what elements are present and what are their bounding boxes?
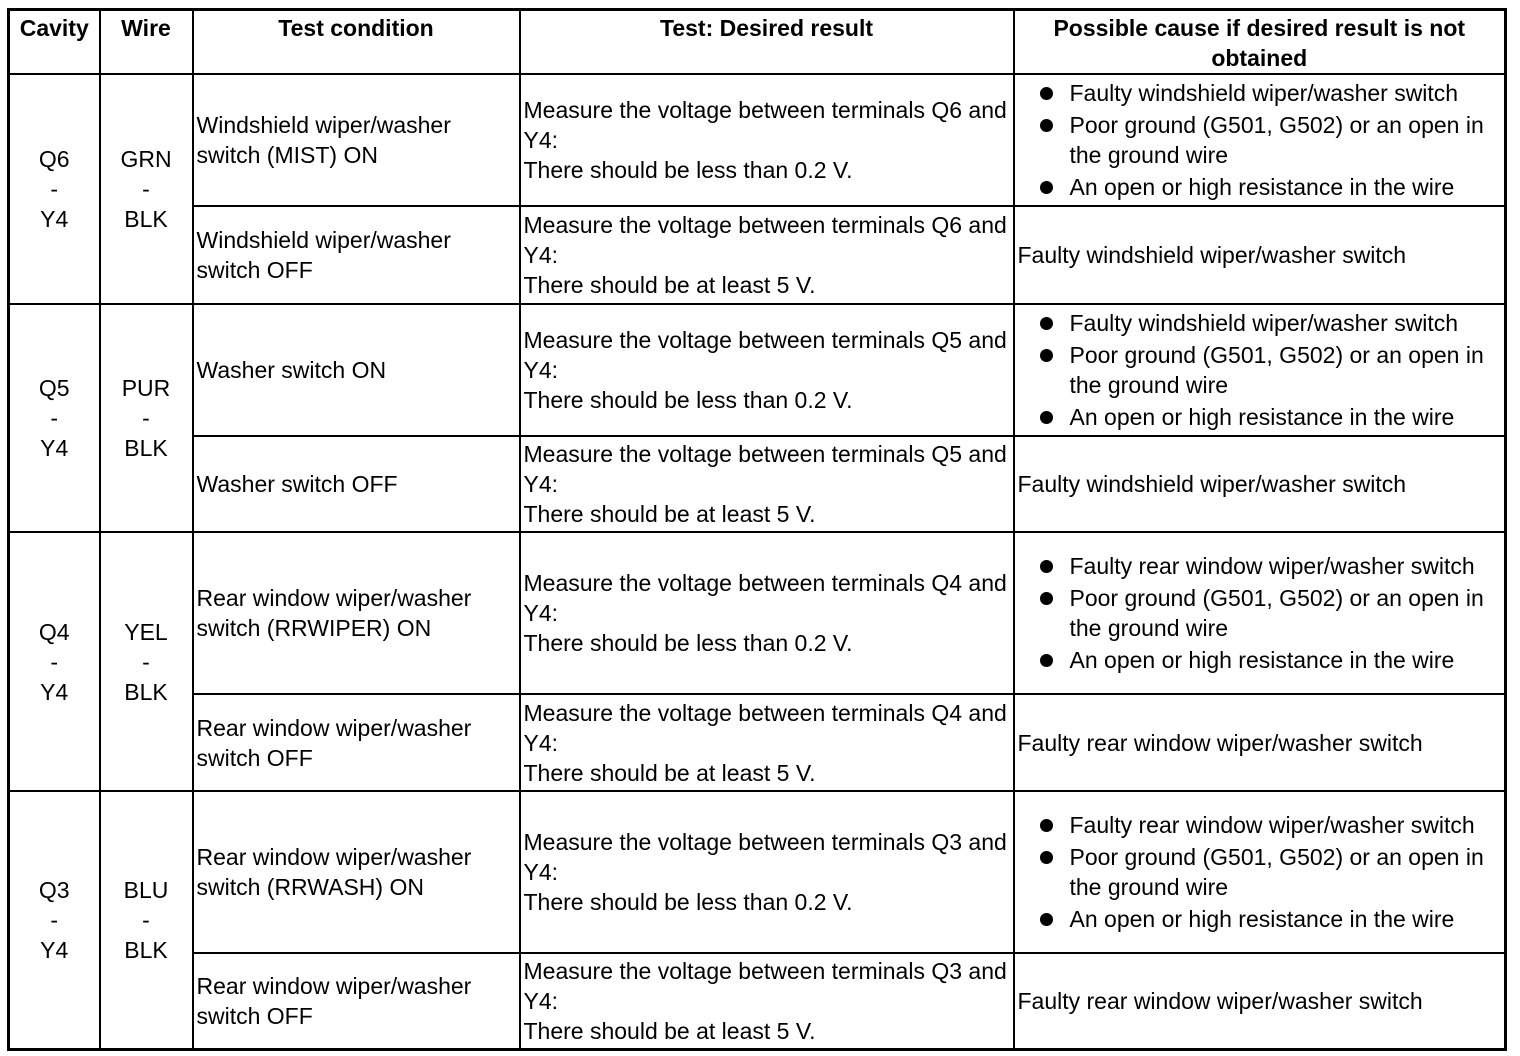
header-row [9,10,1506,75]
cavity-cell [9,74,100,304]
test-table-container [7,8,1507,1051]
desired-result-cell [520,953,1014,1049]
wire-dash: - [142,176,150,202]
cavity-from: Q5 [38,375,70,401]
group-q4 [9,532,1506,791]
bullet-icon [1040,851,1053,864]
wire-to: BLK [124,678,168,705]
header-test-condition: Test condition [193,10,520,75]
cavity-to: Y4 [40,435,69,461]
cause-item: Poor ground (G501, G502) or an open in the ground wire [1036,110,1501,170]
table-row [9,953,1506,1049]
result-expectation: There should be at least 5 V. [523,759,816,786]
cause-item: An open or high resistance in the wire [1036,904,1501,934]
result-expectation: There should be at least 5 V. [523,501,816,527]
test-condition-cell: Washer switch ON [193,304,520,436]
desired-result-cell [520,206,1014,304]
cavity-dash: - [50,405,59,431]
bullet-icon [1040,349,1053,362]
result-instruction: Measure the voltage between terminals Q6 and Y4: [523,97,1007,153]
cavity-cell [9,532,100,791]
wire-to: BLK [124,206,168,232]
wire-to: BLK [124,936,168,963]
header-wire: Wire [100,10,193,75]
test-table [7,8,1507,1051]
table-row [9,532,1506,694]
possible-cause-cell: Faulty windshield wiper/washer switch [1014,436,1506,532]
result-instruction: Measure the voltage between terminals Q5 and Y4: [523,327,1007,383]
table-header [9,10,1506,75]
desired-result-cell [520,436,1014,532]
cavity-to: Y4 [40,206,69,232]
wire-to: BLK [124,435,168,461]
bullet-icon [1040,819,1053,832]
cavity-to: Y4 [40,678,69,705]
wire-from: GRN [120,146,172,172]
cavity-from: Q6 [38,146,70,172]
result-expectation: There should be at least 5 V. [523,1017,816,1044]
bullet-icon [1040,317,1053,330]
cause-list [1018,78,1501,202]
cause-list [1018,308,1501,432]
table-row [9,74,1506,206]
test-condition-cell: Rear window wiper/washer switch OFF [193,953,520,1049]
result-instruction: Measure the voltage between terminals Q5 and Y4: [523,441,1007,497]
result-expectation: There should be less than 0.2 V. [523,157,853,183]
bullet-icon [1040,181,1053,194]
result-expectation: There should be less than 0.2 V. [523,387,853,413]
group-q5 [9,304,1506,532]
bullet-icon [1040,560,1053,573]
bullet-icon [1040,913,1053,926]
cause-item: Faulty windshield wiper/washer switch [1036,78,1501,108]
possible-cause-cell [1014,791,1506,953]
header-desired-result: Test: Desired result [520,10,1014,75]
result-instruction: Measure the voltage between terminals Q4 and Y4: [523,570,1007,626]
desired-result-cell [520,791,1014,953]
cause-item: An open or high resistance in the wire [1036,402,1501,432]
result-expectation: There should be less than 0.2 V. [523,889,853,915]
wire-from: BLU [123,876,169,903]
table-row [9,436,1506,532]
cause-item: Poor ground (G501, G502) or an open in the ground wire [1036,583,1501,643]
result-instruction: Measure the voltage between terminals Q4 and Y4: [523,699,1007,756]
result-instruction: Measure the voltage between terminals Q3 and Y4: [523,829,1007,885]
cavity-cell [9,791,100,1049]
table-row [9,304,1506,436]
result-instruction: Measure the voltage between terminals Q6 and Y4: [523,212,1007,268]
possible-cause-cell [1014,304,1506,436]
table-row [9,694,1506,791]
desired-result-cell [520,694,1014,791]
result-expectation: There should be at least 5 V. [523,272,816,298]
cause-item: Faulty rear window wiper/washer switch [1036,551,1501,581]
possible-cause-cell: Faulty rear window wiper/washer switch [1014,953,1506,1049]
wire-dash: - [142,405,150,431]
group-q3 [9,791,1506,1049]
wire-cell [100,74,193,304]
cause-item: Faulty rear window wiper/washer switch [1036,810,1501,840]
test-condition-cell: Windshield wiper/washer switch OFF [193,206,520,304]
cause-item: Faulty windshield wiper/washer switch [1036,308,1501,338]
desired-result-cell [520,74,1014,206]
cause-item: An open or high resistance in the wire [1036,172,1501,202]
possible-cause-cell: Faulty rear window wiper/washer switch [1014,694,1506,791]
table-row [9,206,1506,304]
cavity-dash: - [50,648,59,675]
test-condition-cell: Rear window wiper/washer switch (RRWIPER) ON [193,532,520,694]
cavity-from: Q3 [38,876,70,903]
cavity-dash: - [50,176,59,202]
table-row [9,791,1506,953]
test-condition-cell: Rear window wiper/washer switch (RRWASH) ON [193,791,520,953]
bullet-icon [1040,411,1053,424]
bullet-icon [1040,119,1053,132]
wire-cell [100,791,193,1049]
test-condition-cell: Windshield wiper/washer switch (MIST) ON [193,74,520,206]
cavity-cell [9,304,100,532]
header-possible-cause: Possible cause if desired result is not obtained [1014,10,1506,75]
possible-cause-cell [1014,532,1506,694]
cause-item: An open or high resistance in the wire [1036,645,1501,675]
test-condition-cell: Washer switch OFF [193,436,520,532]
possible-cause-cell: Faulty windshield wiper/washer switch [1014,206,1506,304]
header-cavity: Cavity [9,10,100,75]
possible-cause-cell [1014,74,1506,206]
bullet-icon [1040,654,1053,667]
wire-from: PUR [121,375,171,401]
wire-cell [100,532,193,791]
wire-dash: - [142,648,150,675]
result-instruction: Measure the voltage between terminals Q3 and Y4: [523,957,1007,1014]
test-condition-cell: Rear window wiper/washer switch OFF [193,694,520,791]
bullet-icon [1040,592,1053,605]
result-expectation: There should be less than 0.2 V. [523,630,853,656]
cause-item: Poor ground (G501, G502) or an open in the ground wire [1036,842,1501,902]
cause-list [1018,551,1501,675]
cavity-dash: - [50,906,59,933]
wire-dash: - [142,906,150,933]
group-q6 [9,74,1506,304]
desired-result-cell [520,532,1014,694]
desired-result-cell [520,304,1014,436]
bullet-icon [1040,87,1053,100]
cavity-from: Q4 [38,618,70,645]
wire-cell [100,304,193,532]
wire-from: YEL [124,618,168,645]
cause-list [1018,810,1501,934]
cavity-to: Y4 [40,936,69,963]
cause-item: Poor ground (G501, G502) or an open in the ground wire [1036,340,1501,400]
